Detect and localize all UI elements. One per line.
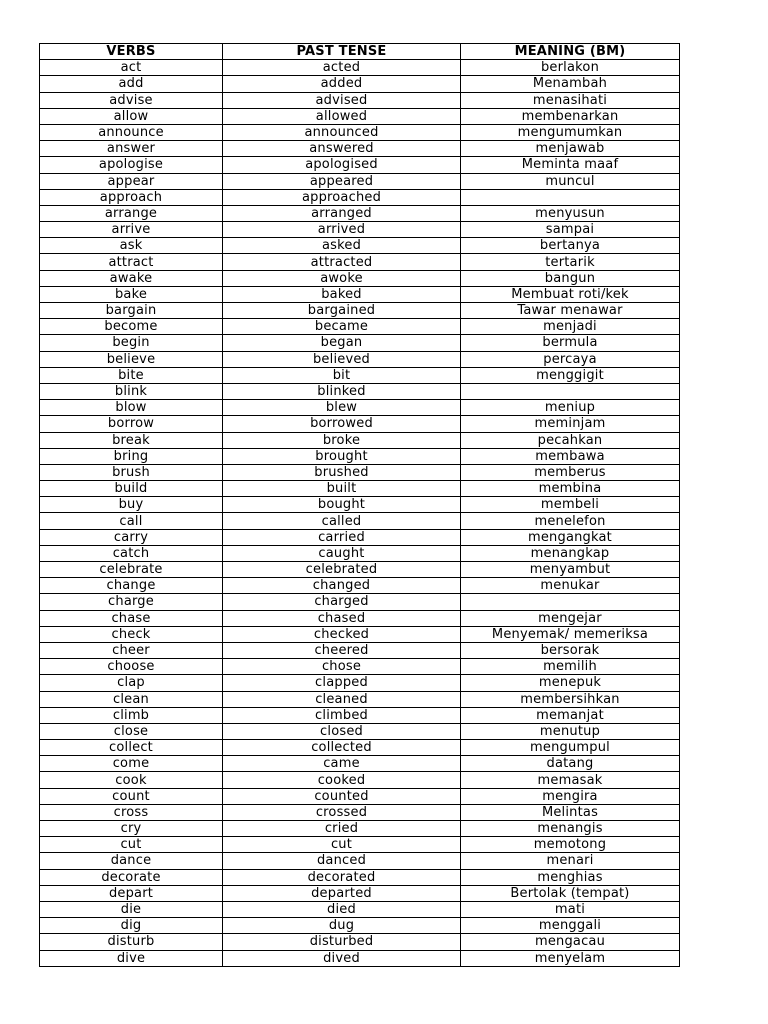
past-tense-cell: dug bbox=[223, 918, 461, 934]
verb-cell: cross bbox=[40, 804, 223, 820]
meaning-cell: mengira bbox=[461, 788, 680, 804]
verb-cell: dig bbox=[40, 918, 223, 934]
meaning-cell: tertarik bbox=[461, 254, 680, 270]
verb-cell: arrive bbox=[40, 222, 223, 238]
verb-cell: arrange bbox=[40, 205, 223, 221]
table-row bbox=[40, 238, 680, 254]
past-tense-cell: arranged bbox=[223, 205, 461, 221]
verb-cell: depart bbox=[40, 885, 223, 901]
past-tense-cell: changed bbox=[223, 578, 461, 594]
table-row bbox=[40, 141, 680, 157]
table-row bbox=[40, 545, 680, 561]
past-tense-cell: crossed bbox=[223, 804, 461, 820]
past-tense-cell: brushed bbox=[223, 464, 461, 480]
past-tense-cell: bargained bbox=[223, 303, 461, 319]
past-tense-cell: cleaned bbox=[223, 691, 461, 707]
table-header bbox=[40, 44, 680, 60]
meaning-cell: menangkap bbox=[461, 545, 680, 561]
past-tense-cell: came bbox=[223, 756, 461, 772]
verb-cell: cheer bbox=[40, 642, 223, 658]
table-row bbox=[40, 173, 680, 189]
verb-cell: check bbox=[40, 626, 223, 642]
table-row bbox=[40, 788, 680, 804]
table-row bbox=[40, 367, 680, 383]
meaning-cell: menelefon bbox=[461, 513, 680, 529]
verb-cell: answer bbox=[40, 141, 223, 157]
meaning-cell: menyambut bbox=[461, 562, 680, 578]
past-tense-cell: cried bbox=[223, 821, 461, 837]
table-row bbox=[40, 740, 680, 756]
table-row bbox=[40, 416, 680, 432]
table-row bbox=[40, 707, 680, 723]
verb-cell: buy bbox=[40, 497, 223, 513]
meaning-cell: membawa bbox=[461, 448, 680, 464]
table-row bbox=[40, 837, 680, 853]
table-row bbox=[40, 756, 680, 772]
verb-cell: announce bbox=[40, 124, 223, 140]
meaning-cell: datang bbox=[461, 756, 680, 772]
table-row bbox=[40, 918, 680, 934]
meaning-cell bbox=[461, 594, 680, 610]
meaning-cell: menjawab bbox=[461, 141, 680, 157]
meaning-cell: menghias bbox=[461, 869, 680, 885]
past-tense-cell: broke bbox=[223, 432, 461, 448]
past-tense-cell: acted bbox=[223, 60, 461, 76]
verb-cell: advise bbox=[40, 92, 223, 108]
table-row bbox=[40, 642, 680, 658]
meaning-cell: Melintas bbox=[461, 804, 680, 820]
past-tense-cell: became bbox=[223, 319, 461, 335]
table-row bbox=[40, 869, 680, 885]
meaning-cell: mati bbox=[461, 901, 680, 917]
table-row bbox=[40, 222, 680, 238]
header-verbs: VERBS bbox=[40, 44, 223, 60]
table-row bbox=[40, 934, 680, 950]
table-row bbox=[40, 60, 680, 76]
table-row bbox=[40, 691, 680, 707]
verb-cell: blow bbox=[40, 400, 223, 416]
table-row bbox=[40, 92, 680, 108]
verb-cell: collect bbox=[40, 740, 223, 756]
verb-cell: choose bbox=[40, 659, 223, 675]
verb-cell: come bbox=[40, 756, 223, 772]
past-tense-cell: awoke bbox=[223, 270, 461, 286]
table-row bbox=[40, 335, 680, 351]
verb-cell: borrow bbox=[40, 416, 223, 432]
meaning-cell: memberus bbox=[461, 464, 680, 480]
meaning-cell: menutup bbox=[461, 723, 680, 739]
meaning-cell: Membuat roti/kek bbox=[461, 286, 680, 302]
table-row bbox=[40, 205, 680, 221]
past-tense-cell: cut bbox=[223, 837, 461, 853]
verb-cell: close bbox=[40, 723, 223, 739]
past-tense-cell: approached bbox=[223, 189, 461, 205]
table-row bbox=[40, 497, 680, 513]
header-past-tense: PAST TENSE bbox=[223, 44, 461, 60]
past-tense-cell: apologised bbox=[223, 157, 461, 173]
table-row bbox=[40, 594, 680, 610]
meaning-cell: muncul bbox=[461, 173, 680, 189]
meaning-cell: sampai bbox=[461, 222, 680, 238]
past-tense-cell: answered bbox=[223, 141, 461, 157]
table-row bbox=[40, 659, 680, 675]
past-tense-cell: died bbox=[223, 901, 461, 917]
meaning-cell: bersorak bbox=[461, 642, 680, 658]
past-tense-cell: checked bbox=[223, 626, 461, 642]
verb-cell: approach bbox=[40, 189, 223, 205]
meaning-cell: meminjam bbox=[461, 416, 680, 432]
meaning-cell: bermula bbox=[461, 335, 680, 351]
past-tense-cell: climbed bbox=[223, 707, 461, 723]
verb-cell: dive bbox=[40, 950, 223, 966]
verb-cell: disturb bbox=[40, 934, 223, 950]
table-row bbox=[40, 562, 680, 578]
table-row bbox=[40, 578, 680, 594]
verb-cell: charge bbox=[40, 594, 223, 610]
table-row bbox=[40, 286, 680, 302]
past-tense-cell: borrowed bbox=[223, 416, 461, 432]
past-tense-cell: built bbox=[223, 481, 461, 497]
meaning-cell: memotong bbox=[461, 837, 680, 853]
meaning-cell: bertanya bbox=[461, 238, 680, 254]
verb-cell: cry bbox=[40, 821, 223, 837]
header-meaning: MEANING (BM) bbox=[461, 44, 680, 60]
verb-cell: dance bbox=[40, 853, 223, 869]
past-tense-cell: allowed bbox=[223, 108, 461, 124]
meaning-cell: Tawar menawar bbox=[461, 303, 680, 319]
past-tense-cell: bought bbox=[223, 497, 461, 513]
past-tense-cell: believed bbox=[223, 351, 461, 367]
past-tense-cell: clapped bbox=[223, 675, 461, 691]
verb-cell: carry bbox=[40, 529, 223, 545]
verb-cell: celebrate bbox=[40, 562, 223, 578]
meaning-cell: mengacau bbox=[461, 934, 680, 950]
meaning-cell: menggigit bbox=[461, 367, 680, 383]
meaning-cell: menasihati bbox=[461, 92, 680, 108]
table-row bbox=[40, 481, 680, 497]
verb-cell: clean bbox=[40, 691, 223, 707]
table-row bbox=[40, 610, 680, 626]
verb-cell: begin bbox=[40, 335, 223, 351]
past-tense-cell: blinked bbox=[223, 383, 461, 399]
verb-cell: call bbox=[40, 513, 223, 529]
table-row bbox=[40, 675, 680, 691]
table-row bbox=[40, 383, 680, 399]
meaning-cell: Menambah bbox=[461, 76, 680, 92]
meaning-cell: menari bbox=[461, 853, 680, 869]
verb-cell: awake bbox=[40, 270, 223, 286]
table-row bbox=[40, 723, 680, 739]
past-tense-cell: attracted bbox=[223, 254, 461, 270]
past-tense-cell: cheered bbox=[223, 642, 461, 658]
table-row bbox=[40, 351, 680, 367]
verb-cell: appear bbox=[40, 173, 223, 189]
table-row bbox=[40, 124, 680, 140]
meaning-cell bbox=[461, 189, 680, 205]
meaning-cell: berlakon bbox=[461, 60, 680, 76]
verb-cell: decorate bbox=[40, 869, 223, 885]
verb-cell: blink bbox=[40, 383, 223, 399]
meaning-cell: meniup bbox=[461, 400, 680, 416]
table-row bbox=[40, 157, 680, 173]
header-row bbox=[40, 44, 680, 60]
verb-cell: chase bbox=[40, 610, 223, 626]
verb-cell: allow bbox=[40, 108, 223, 124]
verb-cell: brush bbox=[40, 464, 223, 480]
table-row bbox=[40, 513, 680, 529]
past-tense-cell: charged bbox=[223, 594, 461, 610]
verb-cell: ask bbox=[40, 238, 223, 254]
table-row bbox=[40, 950, 680, 966]
past-tense-cell: departed bbox=[223, 885, 461, 901]
table-row bbox=[40, 772, 680, 788]
past-tense-cell: collected bbox=[223, 740, 461, 756]
verb-cell: add bbox=[40, 76, 223, 92]
verb-cell: cut bbox=[40, 837, 223, 853]
meaning-cell: menangis bbox=[461, 821, 680, 837]
verb-cell: become bbox=[40, 319, 223, 335]
meaning-cell: mengejar bbox=[461, 610, 680, 626]
table-row bbox=[40, 448, 680, 464]
meaning-cell: mengumpul bbox=[461, 740, 680, 756]
table-body bbox=[40, 60, 680, 967]
past-tense-cell: carried bbox=[223, 529, 461, 545]
verb-cell: break bbox=[40, 432, 223, 448]
table-row bbox=[40, 853, 680, 869]
past-tense-cell: cooked bbox=[223, 772, 461, 788]
verb-cell: bargain bbox=[40, 303, 223, 319]
meaning-cell: percaya bbox=[461, 351, 680, 367]
meaning-cell: memilih bbox=[461, 659, 680, 675]
meaning-cell bbox=[461, 383, 680, 399]
verb-cell: build bbox=[40, 481, 223, 497]
table-row bbox=[40, 529, 680, 545]
meaning-cell: Menyemak/ memeriksa bbox=[461, 626, 680, 642]
past-tense-cell: disturbed bbox=[223, 934, 461, 950]
past-tense-cell: appeared bbox=[223, 173, 461, 189]
past-tense-cell: began bbox=[223, 335, 461, 351]
verb-cell: attract bbox=[40, 254, 223, 270]
meaning-cell: bangun bbox=[461, 270, 680, 286]
meaning-cell: menjadi bbox=[461, 319, 680, 335]
meaning-cell: membersihkan bbox=[461, 691, 680, 707]
meaning-cell: menepuk bbox=[461, 675, 680, 691]
table-row bbox=[40, 108, 680, 124]
table-row bbox=[40, 319, 680, 335]
verb-cell: act bbox=[40, 60, 223, 76]
past-tense-cell: arrived bbox=[223, 222, 461, 238]
verb-cell: die bbox=[40, 901, 223, 917]
table-row bbox=[40, 901, 680, 917]
verb-cell: bite bbox=[40, 367, 223, 383]
past-tense-cell: chose bbox=[223, 659, 461, 675]
verb-table bbox=[39, 43, 680, 967]
past-tense-cell: danced bbox=[223, 853, 461, 869]
past-tense-cell: caught bbox=[223, 545, 461, 561]
meaning-cell: memasak bbox=[461, 772, 680, 788]
verb-cell: climb bbox=[40, 707, 223, 723]
meaning-cell: menggali bbox=[461, 918, 680, 934]
meaning-cell: Bertolak (tempat) bbox=[461, 885, 680, 901]
table-row bbox=[40, 254, 680, 270]
table-row bbox=[40, 270, 680, 286]
past-tense-cell: blew bbox=[223, 400, 461, 416]
meaning-cell: memanjat bbox=[461, 707, 680, 723]
meaning-cell: membina bbox=[461, 481, 680, 497]
table-row bbox=[40, 804, 680, 820]
meaning-cell: menyusun bbox=[461, 205, 680, 221]
verb-cell: bake bbox=[40, 286, 223, 302]
past-tense-cell: counted bbox=[223, 788, 461, 804]
past-tense-cell: celebrated bbox=[223, 562, 461, 578]
table-row bbox=[40, 626, 680, 642]
past-tense-cell: called bbox=[223, 513, 461, 529]
meaning-cell: menyelam bbox=[461, 950, 680, 966]
table-row bbox=[40, 189, 680, 205]
meaning-cell: mengangkat bbox=[461, 529, 680, 545]
meaning-cell: Meminta maaf bbox=[461, 157, 680, 173]
verb-cell: count bbox=[40, 788, 223, 804]
past-tense-cell: brought bbox=[223, 448, 461, 464]
verb-cell: apologise bbox=[40, 157, 223, 173]
table-row bbox=[40, 400, 680, 416]
past-tense-cell: baked bbox=[223, 286, 461, 302]
past-tense-cell: added bbox=[223, 76, 461, 92]
table-row bbox=[40, 821, 680, 837]
verb-cell: change bbox=[40, 578, 223, 594]
verb-cell: believe bbox=[40, 351, 223, 367]
meaning-cell: membeli bbox=[461, 497, 680, 513]
verb-cell: cook bbox=[40, 772, 223, 788]
past-tense-cell: announced bbox=[223, 124, 461, 140]
meaning-cell: menukar bbox=[461, 578, 680, 594]
past-tense-cell: closed bbox=[223, 723, 461, 739]
table-row bbox=[40, 464, 680, 480]
meaning-cell: mengumumkan bbox=[461, 124, 680, 140]
table-row bbox=[40, 885, 680, 901]
past-tense-cell: bit bbox=[223, 367, 461, 383]
verb-cell: bring bbox=[40, 448, 223, 464]
past-tense-cell: advised bbox=[223, 92, 461, 108]
past-tense-cell: asked bbox=[223, 238, 461, 254]
meaning-cell: pecahkan bbox=[461, 432, 680, 448]
meaning-cell: membenarkan bbox=[461, 108, 680, 124]
verb-cell: clap bbox=[40, 675, 223, 691]
past-tense-cell: chased bbox=[223, 610, 461, 626]
verb-cell: catch bbox=[40, 545, 223, 561]
table-row bbox=[40, 432, 680, 448]
past-tense-cell: dived bbox=[223, 950, 461, 966]
table-row bbox=[40, 76, 680, 92]
past-tense-cell: decorated bbox=[223, 869, 461, 885]
table-row bbox=[40, 303, 680, 319]
